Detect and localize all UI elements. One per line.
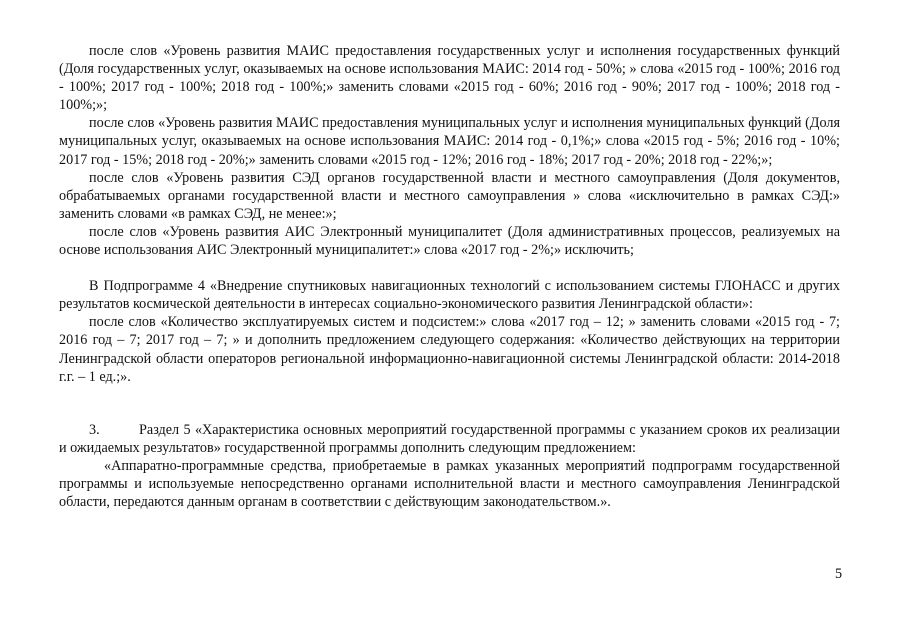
paragraph-section-5	[59, 421, 840, 457]
paragraph-mais-state-services: после слов «Уровень развития МАИС предоставления государственных услуг и исполнения государственных функций (Доля государственных услуг, оказываемых на основе использования МАИС: 2014 год - 50%; » слова «2015 год - 100%; 2016 год - 100%; 2017 год - 100%; 2018 год - 100%;» заменить словами «2015 год - 60%; 2016 год - 90%; 2017 год - 100%; 2018 год - 100%;»;	[59, 43, 840, 114]
paragraph-mais-municipal-services: после слов «Уровень развития МАИС предоставления муниципальных услуг и исполнения муниципальных функций (Доля муниципальных услуг, оказываемых на основе использования МАИС: 2014 год - 0,1%;» слова «2015 год - 5%; 2016 год - 10%; 2017 год - 15%; 2018 год - 20%;» заменить словами «2015 год - 12%; 2016 год - 18%; 2017 год - 20%; 2018 год - 22%;»;	[59, 115, 840, 168]
item-number: 3.	[89, 421, 100, 438]
paragraph-hardware-software: «Аппаратно-программные средства, приобретаемые в рамках указанных мероприятий подпрограмм государственной программы и используемые непосредственно органами исполнительной власти и местного самоуправления Ленинградской области, передаются данным органам в соответствии с действующим законодательством.».	[59, 457, 840, 511]
paragraph-systems-count: после слов «Количество эксплуатируемых систем и подсистем:» слова «2017 год – 12; » заменить словами «2015 год - 7; 2016 год – 7; 2017 год – 7; » и дополнить предложением следующего содержания: «Количество действующих на территории Ленинградской области операторов региональной информационно-навигационной системы Ленинградской области: 2014-2018 г.г. – 1 ед.;».	[59, 314, 840, 385]
document-body	[59, 42, 840, 511]
page-number: 5	[835, 566, 843, 582]
paragraph-ais-municipality: после слов «Уровень развития АИС Электронный муниципалитет (Доля административных процессов, реализуемых на основе использования АИС Электронный муниципалитет:» слова «2017 год - 2%;» исключить;	[59, 223, 840, 259]
section-5-text: Раздел 5 «Характеристика основных мероприятий государственной программы с указанием сроков их реализации и ожидаемых результатов» государственной программы дополнить следующим предложением:	[59, 421, 840, 456]
paragraph-sed: после слов «Уровень развития СЭД органов государственной власти и местного самоуправления (Доля документов, обрабатываемых органами государственной власти и местного самоуправления » слова «исключительно в рамках СЭД:» заменить словами «в рамках СЭД, не менее:»;	[59, 169, 840, 222]
paragraph-subprogram-4: В Подпрограмме 4 «Внедрение спутниковых навигационных технологий с использованием системы ГЛОНАСС и других результатов космической деятельности в интересах социально-экономического развития Ленинградской области»:	[59, 278, 840, 313]
